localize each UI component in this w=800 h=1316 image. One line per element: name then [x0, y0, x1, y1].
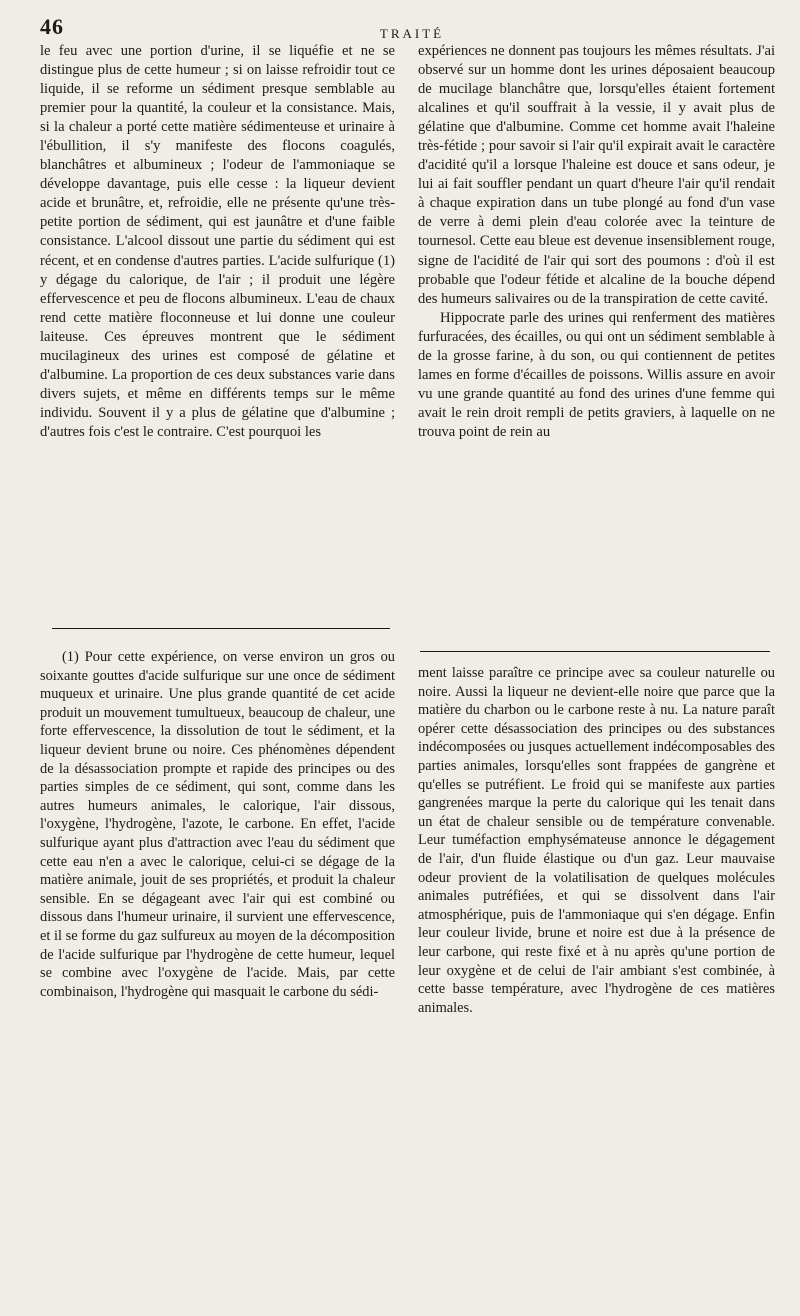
right-column-paragraph-1: expériences ne donnent pas toujours les mêmes résultats. J'ai observé sur un homme dont les urines déposaient beaucoup de mucilage blanchâtre que, lorsqu'elles étaient fortement alcalines et qu'il souffrait à la vessie, il y avait plus de gélatine que d'albumine. Comme cet homme avait l'haleine très-fétide ; pour savoir si l'air qu'il expirait avait le caractère d'acidité qu'il a lorsque l'haleine est douce et sans odeur, je lui ai fait souffler pendant un quart d'heure l'air qu'il rendait à chaque expiration dans un tube plongé au fond d'un vase de verre à demi plein d'eau colorée avec la teinture de tournesol. Cette eau bleue est devenue insensiblement rouge, signe de l'acidité de l'air qui sort des poumons : d'où il est probable que l'odeur fétide et alcaline de la bouche dépend des humeurs salivaires ou de la transpiration de cette cavité.: [418, 43, 775, 307]
running-title: TRAITÉ: [379, 26, 445, 41]
footnote-rule-left: [52, 628, 390, 629]
footnote-rule-right: [420, 651, 770, 652]
right-column-paragraph-2: Hippocrate parle des urines qui renferment des matières furfuracées, des écailles, ou qui ont un sédiment semblable à de la grosse farine, à du son, ou qui contiennent de petites lames en forme d'écailles de poissons. Willis assure en avoir vu une grande quantité au fond des urines d'une femme qui avait le rein droit rempli de petits graviers, à laquelle on ne trouva point de rein au: [418, 309, 775, 440]
page-number: 46: [40, 14, 64, 39]
footnote-right: [418, 664, 775, 1017]
left-column-text: [40, 42, 395, 602]
right-column-text: [418, 42, 775, 642]
footnote-right-text: ment laisse paraître ce principe avec sa couleur naturelle ou noire. Aussi la liqueur ne devient-elle noire que parce que la matière du charbon ou le carbone reste à nu. La nature paraît opérer cette désassociation des principes ou des substances indécomposées ou jusques actuellement indécomposables des parties animales, lorsqu'elles sont frappées de gangrène et qu'elles se putréfient. Le froid qui se manifeste aux parties gangrenées marque la perte du calorique qui les tenait dans un état de chaleur sensible ou de température convenable. Leur tuméfaction emphysémateuse annonce le dégagement de l'air, d'un fluide élastique ou d'un gaz. Leur mauvaise odeur provient de la volatilisation de quelques molécules animales putréfiées, et qui se dissolvent dans l'air atmosphérique, puis de l'ammoniaque qui s'en dégage. Enfin leur couleur livide, brune et noire est due à la présence de leur carbone, qui reste fixé et à nu après qu'une portion de leur oxygène et de celui de l'air ambiant s'est combinée, à cette basse température, avec l'hydrogène de ces matières animales.: [418, 665, 775, 1016]
footnote-left-text: (1) Pour cette expérience, on verse environ un gros ou soixante gouttes d'acide sulfurique sur une once de sédiment muqueux et urinaire. Une plus grande quantité de cet acide produit un mouvement tumultueux, beaucoup de chaleur, une forte effervescence, la dissolution de tout le sédiment, et la liqueur devient brune ou noire. Ces phénomènes dépendent de la désassociation prompte et rapide des principes ou des parties simples de ce sédiment, qui sont, comme dans les autres humeurs animales, le calorique, l'air dissous, l'oxygène, l'hydrogène, l'azote, le carbone. En effet, l'acide sulfurique ayant plus d'attraction avec l'eau du sédiment que cette eau n'en a avec le calorique, celui-ci se dégage de la matière animale, jouit de ses propriétés, et produit la chaleur sensible. En se dégageant avec l'air qui est combiné ou dissous dans l'humeur urinaire, il survient une effervescence, et il se forme du gaz sulfureux au moyen de la décomposition de l'acide sulfurique par l'hydrogène de cette humeur, lequel se combine avec l'oxygène de l'acide. Mais, par cette combinaison, l'hydrogène qui masquait le carbone du sédi-: [40, 649, 395, 1000]
left-column-paragraph: le feu avec une portion d'urine, il se liquéfie et ne se distingue plus de cette humeur ; si on laisse refroidir tout ce liquide, il se reforme un sédiment presque semblable au premier pour la quantité, la couleur et la consistance. Mais, si la chaleur a porté cette matière sédimenteuse et urinaire à l'ébullition, il s'y manifeste des flocons coagulés, blanchâtres et albumineux ; l'odeur de l'ammoniaque se développe davantage, puis elle cesse : la liqueur devient acide et brunâtre, et, refroidie, elle ne présente qu'une très-petite portion de sédiment, qui est jaunâtre et d'une faible consistance. L'alcool dissout une partie du sédiment qui est récent, et en condense d'autres parties. L'acide sulfurique (1) y dégage du calorique, de l'air ; il produit une légère effervescence et peu de flocons albumineux. L'eau de chaux rend cette matière floconneuse et lui donne une couleur laiteuse. Ces épreuves montrent que le sédiment mucilagineux des urines est composé de gélatine et d'albumine. La proportion de ces deux substances varie dans divers sujets, et même en différents temps sur le même individu. Souvent il y a plus de gélatine que d'albumine ; d'autres fois c'est le contraire. C'est pourquoi les: [40, 43, 395, 440]
footnote-left: [40, 648, 395, 1001]
